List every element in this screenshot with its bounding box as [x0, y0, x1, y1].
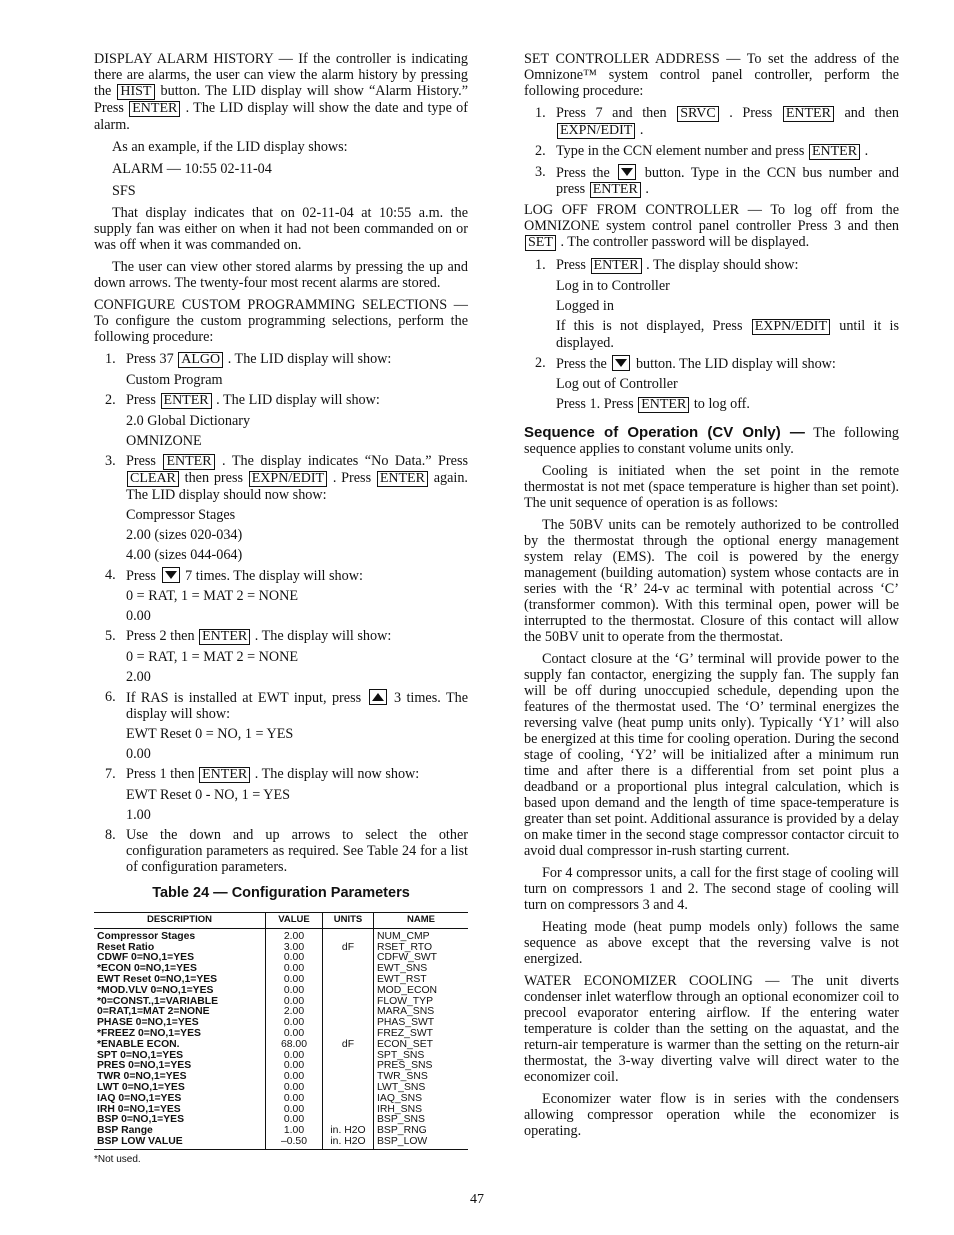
log-off-steps — [524, 257, 899, 413]
paragraph: The 50BV units can be remotely authorized to be controlled by the thermostat through the optional energy management system relay (EMS). The coil is powered by the energy management (building automation) system whose contacts are in series with the ‘R’ 24-v ac terminal with potential across ‘C’ (transformer common). With this terminal open, power will be interrupted to the thermostat. Closure of this contact will allow the 50BV unit to operate from the thermostat. — [524, 517, 899, 645]
parameter-description: *0=CONST.,1=VARIABLE — [97, 995, 219, 1007]
enter-key: ENTER — [199, 767, 250, 783]
paragraph: That display indicates that on 02-11-04 at 10:55 a.m. the supply fan was either on when it had not been commanded on or was off when it was commanded on. — [94, 205, 468, 253]
parameter-value: 0.00 — [266, 953, 323, 964]
display-line: 2.00 — [126, 669, 151, 685]
display-line: EWT Reset 0 = NO, 1 = YES — [126, 726, 294, 742]
step: 1. Press ENTER . The display should show: Log in to Controller Logged in If this is not displayed, Press EXPN/EDIT until it is displayed. — [535, 257, 900, 351]
paragraph: WATER ECONOMIZER COOLING — The unit diverts condenser inlet waterflow through an optional economizer coil to precool evaporator entering airflow. If the entering water temperature is colder than the setting on the aquastat, and the return-air temperature is warmer than the setting on the return-air thermostat, the 3-way diverting valve will direct water to the economizer coil. — [524, 973, 899, 1085]
paragraph: Contact closure at the ‘G’ terminal will provide power to the supply fan contactor, energizing the supply fan. The supply fan will be off during unoccupied schedule, depending upon the features of the thermostat used. The ‘O’ terminal energizes the reversing valve (heat pump units only). Typically ‘Y1’ will also be energized at this time for cooling operation. During the second stage of cooling, ‘Y2’ will be initialized after a minimum run time and after there is a differential from set point plus a deadband or a proportional plus integral calculation, which is based upon demand and the length of time space-temperature is greater than set point. Additional assurance is provided by a delay on make timer in the second stage compressor contactor circuit to avoid dual compressor in-rush starting current. — [524, 651, 899, 859]
paragraph: Cooling is initiated when the set point in the remote thermostat is not met (space temperature is higher than set point). The unit sequence of operation is as follows: — [524, 463, 899, 511]
step: 8. Use the down and up arrows to select the other configuration parameters as required. See Table 24 for a list of configuration parameters. — [105, 827, 468, 875]
step: 2. Press the button. The LID display will show: Log out of Controller Press 1. Press ENTER to log off. — [524, 355, 899, 413]
parameter-name: EWT_SNS — [374, 964, 469, 975]
display-line: 2.00 (sizes 020-034) — [126, 527, 243, 543]
parameter-units — [323, 975, 374, 986]
step: 2. Type in the CCN element number and press ENTER . — [535, 143, 869, 159]
parameter-units — [323, 1094, 374, 1105]
step: 2. Press ENTER . The LID display will show: 2.0 Global Dictionary OMNIZONE — [94, 392, 468, 449]
parameter-name: ECON_SET — [374, 1040, 469, 1051]
set-key: SET — [525, 235, 556, 251]
enter-key: ENTER — [163, 454, 214, 470]
expn-edit-key: EXPN/EDIT — [752, 319, 830, 335]
paragraph: For 4 compressor units, a call for the first stage of cooling will turn on compressors 1 and 2. The second stage of cooling will turn on compressors 3 and 4. — [524, 865, 899, 913]
parameter-value: 0.00 — [266, 964, 323, 975]
clear-key: CLEAR — [127, 471, 179, 487]
parameter-units — [323, 1018, 374, 1029]
parameter-units: dF — [323, 943, 374, 954]
parameter-name: MOD_ECON — [374, 986, 469, 997]
display-note: If this is not displayed, Press EXPN/EDIT until it is displayed. — [556, 318, 900, 351]
parameter-units — [323, 1083, 374, 1094]
custom-programming-steps — [94, 351, 468, 875]
left-column — [94, 51, 468, 1168]
display-line: 0.00 — [126, 608, 151, 624]
step: 3. Press the button. Type in the CCN bus number and press ENTER . — [535, 164, 899, 197]
parameter-value: 0.00 — [266, 975, 323, 986]
parameter-description: IRH 0=NO,1=YES — [97, 1103, 181, 1115]
parameter-name: LWT_SNS — [374, 1083, 469, 1094]
parameter-description: BSP Range — [97, 1125, 153, 1137]
display-line: Logged in — [556, 298, 614, 314]
configuration-parameters-table — [94, 912, 468, 1150]
parameter-description: 0=RAT,1=MAT 2=NONE — [97, 1006, 210, 1018]
parameter-name: FREZ_SWT — [374, 1029, 469, 1040]
down-arrow-icon — [618, 164, 636, 180]
hist-key: HIST — [117, 84, 154, 100]
parameter-name: PHAS_SWT — [374, 1018, 469, 1029]
parameter-description: IAQ 0=NO,1=YES — [97, 1092, 182, 1104]
parameter-name: IRH_SNS — [374, 1105, 469, 1116]
algo-key: ALGO — [178, 352, 223, 368]
parameter-value: 2.00 — [266, 1007, 323, 1018]
up-arrow-icon — [369, 689, 387, 705]
parameter-name: SPT_SNS — [374, 1051, 469, 1062]
enter-key: ENTER — [129, 101, 180, 117]
display-line: Log in to Controller — [556, 278, 670, 294]
parameter-value: 0.00 — [266, 1061, 323, 1072]
parameter-description: PRES 0=NO,1=YES — [97, 1060, 192, 1072]
display-line: Custom Program — [126, 372, 223, 388]
enter-key: ENTER — [783, 106, 834, 122]
display-line: Compressor Stages — [126, 507, 236, 523]
parameter-value: 0.00 — [266, 1094, 323, 1105]
parameter-units — [323, 1072, 374, 1083]
enter-key: ENTER — [377, 471, 428, 487]
step: 7. Press 1 then ENTER . The display will now show: EWT Reset 0 - NO, 1 = YES 1.00 — [94, 766, 468, 823]
display-line: EWT Reset 0 - NO, 1 = YES — [126, 787, 291, 803]
step: 6. If RAS is installed at EWT input, press 3 times. The display will show: EWT Reset 0 = NO, 1 = YES 0.00 — [105, 689, 468, 762]
parameter-description: BSP LOW VALUE — [94, 1137, 266, 1149]
step: 5. Press 2 then ENTER . The display will show: 0 = RAT, 1 = MAT 2 = NONE 2.00 — [94, 628, 468, 685]
table-row — [94, 928, 468, 942]
step: 1. Press 37 ALGO . The LID display will show: Custom Program — [94, 351, 468, 388]
paragraph: Economizer water flow is in series with the condensers allowing compressor operation while the economizer is operating. — [524, 1091, 899, 1139]
table-title: Table 24 — Configuration Parameters — [152, 885, 410, 901]
display-line: ALARM — 10:55 02-11-04 — [112, 161, 272, 177]
parameter-description: *ENABLE ECON. — [97, 1038, 180, 1050]
expn-edit-key: EXPN/EDIT — [249, 471, 327, 487]
sequence-heading-paragraph: Sequence of Operation (CV Only) — The following sequence applies to constant volume units only. — [524, 424, 899, 457]
display-line: OMNIZONE — [126, 433, 202, 449]
parameter-value: 68.00 — [266, 1040, 323, 1051]
parameter-value: 0.00 — [266, 1029, 323, 1040]
column-header: VALUE — [266, 913, 323, 929]
table-row — [94, 986, 468, 997]
parameter-description: SPT 0=NO,1=YES — [97, 1049, 184, 1061]
parameter-description: *ECON 0=NO,1=YES — [97, 963, 197, 975]
display-line: 0.00 — [126, 746, 151, 762]
parameter-value: 0.00 — [266, 1051, 323, 1062]
parameter-units: dF — [323, 1040, 374, 1051]
parameter-description: PHASE 0=NO,1=YES — [97, 1017, 199, 1029]
enter-key: ENTER — [809, 144, 860, 160]
display-line: 0 = RAT, 1 = MAT 2 = NONE — [126, 588, 299, 604]
down-arrow-icon — [162, 567, 180, 583]
parameter-units — [323, 997, 374, 1008]
display-line: Log out of Controller — [556, 376, 678, 392]
parameter-name: IAQ_SNS — [374, 1094, 469, 1105]
table-row — [94, 1094, 468, 1105]
parameter-value: 0.00 — [266, 1083, 323, 1094]
page-number: 47 — [470, 1192, 484, 1207]
example-intro: As an example, if the LID display shows: — [112, 139, 348, 155]
parameter-value: –0.50 — [266, 1137, 323, 1149]
table-footnote: *Not used. — [94, 1153, 141, 1165]
parameter-value: 0.00 — [266, 1115, 323, 1126]
parameter-description: CDWF 0=NO,1=YES — [97, 952, 195, 964]
parameter-description: EWT Reset 0=NO,1=YES — [97, 973, 218, 985]
parameter-units — [323, 953, 374, 964]
parameter-value: 0.00 — [266, 1072, 323, 1083]
parameter-units — [323, 1051, 374, 1062]
parameter-name: BSP_RNG — [374, 1126, 469, 1137]
parameter-units — [323, 928, 374, 942]
parameter-units — [323, 986, 374, 997]
parameter-value: 0.00 — [266, 986, 323, 997]
display-line: Press 1. Press ENTER to log off. — [556, 396, 750, 412]
parameter-value: 0.00 — [266, 1105, 323, 1116]
parameter-value: 0.00 — [266, 997, 323, 1008]
parameter-value: 3.00 — [266, 943, 323, 954]
paragraph: The user can view other stored alarms by pressing the up and down arrows. The twenty-four most recent alarms are stored. — [94, 259, 468, 291]
display-line: 2.0 Global Dictionary — [126, 413, 251, 429]
parameter-description: *FREEZ 0=NO,1=YES — [97, 1027, 201, 1039]
controller-address-intro: SET CONTROLLER ADDRESS — To set the address of the Omnizone™ system control panel controller, perform the following procedure: — [524, 51, 899, 99]
alarm-history-paragraph: DISPLAY ALARM HISTORY — If the controller is indicating there are alarms, the user can view the alarm history by pressing the HIST button. The LID display will show “Alarm History.” Press ENTER . The LID display will show the date and type of alarm. — [94, 51, 468, 133]
parameter-description: BSP 0=NO,1=YES — [97, 1114, 185, 1126]
parameter-description: Compressor Stages — [97, 930, 196, 942]
display-line: SFS — [112, 183, 136, 199]
parameter-name: EWT_RST — [374, 975, 469, 986]
parameter-name: TWR_SNS — [374, 1072, 469, 1083]
controller-address-steps — [524, 105, 899, 198]
parameter-name: MARA_SNS — [374, 1007, 469, 1018]
parameter-units: in. H2O — [323, 1137, 374, 1149]
parameter-description: LWT 0=NO,1=YES — [97, 1081, 185, 1093]
table-row — [94, 1040, 468, 1051]
down-arrow-icon — [612, 355, 630, 371]
enter-key: ENTER — [638, 397, 689, 413]
parameter-description: *MOD.VLV 0=NO,1=YES — [97, 984, 214, 996]
column-header: NAME — [374, 913, 469, 929]
parameter-name: CDFW_SWT — [374, 953, 469, 964]
parameter-description: Reset Ratio — [97, 941, 155, 953]
column-header: DESCRIPTION — [94, 913, 266, 929]
expn-edit-key: EXPN/EDIT — [557, 123, 635, 139]
parameter-value: 1.00 — [266, 1126, 323, 1137]
log-off-intro: LOG OFF FROM CONTROLLER — To log off from the OMNIZONE system control panel controller Press 3 and then SET . The controller password will be displayed. — [524, 202, 899, 250]
parameter-name: NUM_CMP — [374, 928, 469, 942]
parameter-name: FLOW_TYP — [374, 997, 469, 1008]
parameter-units — [323, 1105, 374, 1116]
parameter-name: PRES_SNS — [374, 1061, 469, 1072]
section-heading: Sequence of Operation (CV Only) — — [524, 424, 805, 441]
parameter-units — [323, 1061, 374, 1072]
step: 3. Press ENTER . The display indicates “No Data.” Press CLEAR then press EXPN/EDIT . Press ENTER again. The LID display should now show: Compressor Stages 2.00 (sizes 020-034) 4.00 (sizes 044-064) — [105, 453, 468, 563]
parameter-description: TWR 0=NO,1=YES — [97, 1071, 187, 1083]
parameter-name: BSP_LOW — [374, 1137, 469, 1149]
step: 4. Press 7 times. The display will show: 0 = RAT, 1 = MAT 2 = NONE 0.00 — [94, 567, 468, 624]
display-line: 0 = RAT, 1 = MAT 2 = NONE — [126, 649, 299, 665]
parameter-value: 0.00 — [266, 1018, 323, 1029]
parameter-name: RSET_RTO — [374, 943, 469, 954]
enter-key: ENTER — [591, 258, 642, 274]
parameter-value: 2.00 — [266, 928, 323, 942]
display-line: 1.00 — [126, 807, 151, 823]
step: 1. Press 7 and then SRVC . Press ENTER and then EXPN/EDIT . — [535, 105, 899, 138]
paragraph: Heating mode (heat pump models only) follows the same sequence as above except that the reversing valve is not energized. — [524, 919, 899, 967]
custom-programming-intro: CONFIGURE CUSTOM PROGRAMMING SELECTIONS — To configure the custom programming selections, perform the following procedure: — [94, 297, 468, 345]
table-row — [94, 1137, 468, 1149]
enter-key: ENTER — [590, 182, 641, 198]
right-column — [524, 51, 899, 1145]
enter-key: ENTER — [199, 629, 250, 645]
parameter-units — [323, 1007, 374, 1018]
column-header: UNITS — [323, 913, 374, 929]
enter-key: ENTER — [161, 393, 212, 409]
parameter-units — [323, 964, 374, 975]
srvc-key: SRVC — [677, 106, 718, 122]
display-line: 4.00 (sizes 044-064) — [126, 547, 243, 563]
parameter-name: BSP_SNS — [374, 1115, 469, 1126]
parameter-units: in. H2O — [323, 1126, 374, 1137]
